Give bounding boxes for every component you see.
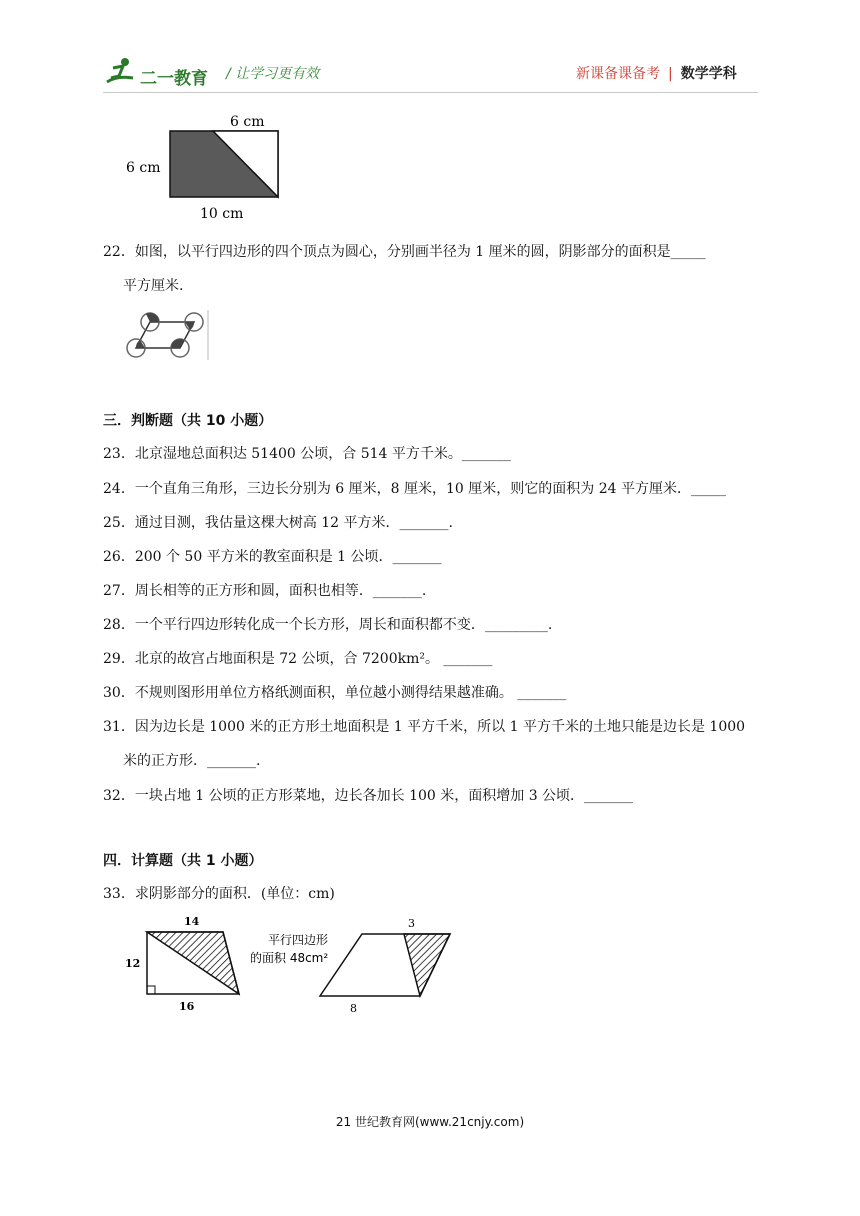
- fig22-shade: [146, 313, 159, 322]
- judge-item-31-line2: 米的正方形．_______.: [123, 753, 261, 769]
- fig21-bottom-label: 10 cm: [200, 206, 244, 222]
- fig33b-caption-line1: 平行四边形: [268, 933, 329, 947]
- judge-item-28: 28．一个平行四边形转化成一个长方形，周长和面积都不变．_________.: [103, 617, 553, 633]
- figure-33b: [246, 912, 460, 1016]
- header-separator: |: [668, 66, 673, 82]
- judge-item-31-line1: 31．因为边长是 1000 米的正方形土地面积是 1 平方千米，所以 1 平方千米的土地只能是边长是 1000: [103, 719, 746, 735]
- judge-item-32: 32．一块占地 1 公顷的正方形菜地，边长各加长 100 米，面积增加 3 公顷．_______: [103, 788, 634, 804]
- question-22-line2: 平方厘米.: [123, 278, 184, 294]
- judge-item-24: 24．一个直角三角形，三边长分别为 6 厘米，8 厘米，10 厘米，则它的面积为 24 平方厘米．_____: [103, 481, 726, 497]
- figure-33a: [118, 912, 246, 1016]
- slogan: / 让学习更有效: [226, 66, 320, 82]
- header: [0, 0, 860, 100]
- judge-item-29: 29．北京的故宫占地面积是 72 公顷，合 7200km²。 _______: [103, 651, 493, 667]
- judge-item-23: 23．北京湿地总面积达 51400 公顷，合 514 平方千米。_______: [103, 446, 511, 462]
- header-right: [576, 63, 737, 83]
- section-3-title: 三．判断题（共 10 小题）: [103, 413, 273, 429]
- question-33: 33．求阴影部分的面积．(单位：cm): [103, 886, 335, 902]
- question-22-line1: 22．如图，以平行四边形的四个顶点为圆心，分别画半径为 1 厘米的圆，阴影部分的面积是_____: [103, 244, 706, 260]
- fig22-shade: [171, 339, 184, 348]
- judge-item-27: 27．周长相等的正方形和圆，面积也相等．_______.: [103, 583, 427, 599]
- fig21-top-label: 6 cm: [230, 114, 265, 130]
- header-divider: [103, 92, 758, 93]
- figure-22: [118, 310, 210, 360]
- logo-runner-icon: [103, 56, 137, 88]
- fig33b-caption-line2: 的面积 48cm²: [250, 951, 329, 965]
- header-subject-label: 数学学科: [680, 66, 737, 82]
- fig33a-top-label: 14: [184, 915, 200, 928]
- header-course-label: 新课备课备考: [576, 66, 660, 82]
- figure-21: [118, 106, 288, 224]
- fig33b-top-label: 3: [408, 917, 415, 930]
- fig33b-bottom-label: 8: [350, 1002, 357, 1015]
- judge-item-26: 26．200 个 50 平方米的教室面积是 1 公顷．_______: [103, 549, 442, 565]
- judge-item-30: 30．不规则图形用单位方格纸测面积，单位越小测得结果越准确。 _______: [103, 685, 567, 701]
- fig33a-bottom-label: 16: [179, 1000, 195, 1013]
- judge-item-25: 25．通过目测，我估量这棵大树高 12 平方米．_______.: [103, 515, 453, 531]
- logo-text: 二一教育: [140, 69, 208, 89]
- section-4-title: 四．计算题（共 1 小题）: [103, 853, 263, 869]
- fig33a-left-label: 12: [125, 957, 141, 970]
- fig21-left-label: 6 cm: [126, 160, 161, 176]
- footer: 21 世纪教育网(www.21cnjy.com): [335, 1115, 525, 1129]
